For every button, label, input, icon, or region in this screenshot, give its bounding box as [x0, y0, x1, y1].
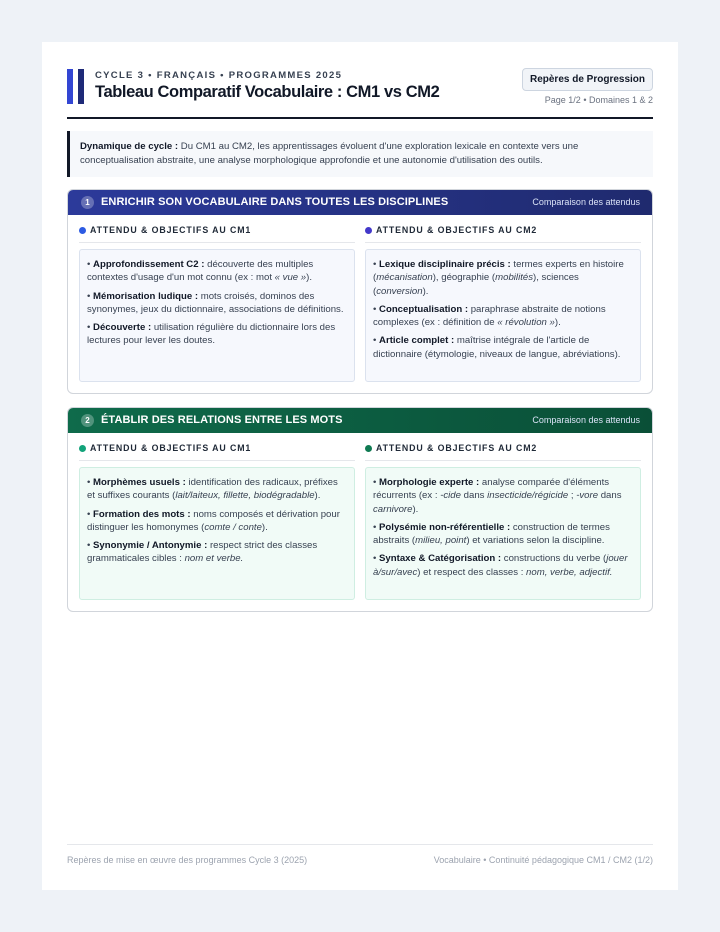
item-example: nom et verbe. — [184, 553, 244, 565]
section-enrichir — [67, 189, 653, 394]
item-example: mécanisation — [376, 272, 433, 284]
item-label: Mémorisation ludique : — [93, 290, 199, 302]
item-text: analyse comparée d'éléments récurrents (ex : — [373, 477, 610, 502]
item-text: respect strict des classes grammaticales cibles : — [87, 540, 318, 565]
section-title: ENRICHIR SON VOCABULAIRE DANS TOUTES LES DISCIPLINES — [101, 196, 449, 208]
item-example: insecticide/régicide — [487, 490, 569, 502]
intro-label: Dynamique de cycle : — [80, 141, 179, 152]
item-text: noms composés et dérivation pour distinguer les homonymes ( — [87, 508, 340, 533]
page-footer — [67, 844, 653, 874]
list-item: • Syntaxe & Catégorisation : constructions du verbe (jouer à/sur/avec) et respect des classes : nom, verbe, adjectif. — [373, 553, 628, 578]
item-label: Découverte : — [93, 322, 152, 334]
column-label: ATTENDU & OBJECTIFS AU CM1 — [90, 443, 252, 453]
column-label: ATTENDU & OBJECTIFS AU CM2 — [376, 443, 538, 453]
intro-text: Du CM1 au CM2, les apprentissages évoluent d'une exploration lexicale en contexte vers une conceptualisation abstraite, une analyse morphologique approfondie et une autonomie d'utilisation des outils. — [80, 141, 579, 166]
list-item: • Mémorisation ludique : mots croisés, dominos des synonymes, jeux du dictionnaire, associations de définitions. — [87, 290, 344, 315]
column-label: ATTENDU & OBJECTIFS AU CM2 — [376, 225, 538, 235]
column-cm1 — [79, 220, 355, 382]
column-cm2 — [365, 438, 641, 600]
item-example: milieu, point — [415, 535, 467, 547]
list-item: • Morphologie experte : analyse comparée d'éléments récurrents (ex : -cide dans insecticide/régicide ; -vore dans carnivore). — [373, 477, 622, 515]
item-text: construction de termes abstraits ( — [373, 521, 610, 547]
item-label: Formation des mots : — [93, 508, 191, 520]
item-example: -cide — [440, 490, 461, 502]
item-label: Syntaxe & Catégorisation : — [379, 553, 502, 565]
item-example: nom, verbe, adjectif. — [526, 566, 613, 578]
page-info: Page 1/2 • Domaines 1 & 2 — [544, 95, 653, 105]
item-example: comte / conte — [204, 521, 262, 533]
page-header — [67, 68, 653, 119]
item-text: identification des radicaux, préfixes et suffixes courants ( — [87, 477, 338, 502]
objectives-box — [79, 467, 355, 600]
item-text: ). — [306, 272, 313, 284]
column-cm2 — [365, 220, 641, 382]
item-text: ). — [554, 317, 561, 329]
column-label: ATTENDU & OBJECTIFS AU CM1 — [90, 225, 252, 235]
item-label: Synonymie / Antonymie : — [93, 540, 208, 552]
item-text: découverte des multiples contextes d'usage d'un mot connu (ex : mot — [87, 259, 314, 284]
item-example: mobilités — [495, 272, 533, 284]
item-text: ). — [314, 490, 321, 502]
item-text: maîtrise intégrale de l'article de dictionnaire (étymologie, niveaux de langue, abréviations). — [373, 335, 621, 360]
item-text: ) et respect des classes : — [417, 566, 527, 578]
item-text: ), géographie ( — [432, 272, 496, 284]
item-text: ; — [568, 490, 577, 502]
item-label: Conceptualisation : — [379, 303, 469, 315]
footer-context: Vocabulaire • Continuité pédagogique CM1 / CM2 (1/2) — [433, 855, 653, 865]
list-item: • Synonymie / Antonymie : respect strict des classes grammaticales cibles : nom et verbe. — [87, 540, 318, 565]
item-text: ) et variations selon la discipline. — [466, 535, 605, 547]
bullet-dot-icon — [365, 445, 372, 452]
item-text: dans — [598, 490, 622, 502]
bullet-dot-icon — [79, 445, 86, 452]
item-text: ), sciences ( — [373, 272, 579, 297]
section-comparison-label: Comparaison des attendus — [532, 415, 640, 425]
list-item: • Polysémie non-référentielle : construction de termes abstraits (milieu, point) et variations selon la discipline. — [373, 521, 610, 547]
section-number: 2 — [81, 414, 94, 427]
objectives-box — [365, 467, 641, 600]
item-example: « révolution » — [497, 317, 555, 329]
item-example: -vore — [576, 490, 599, 502]
column-cm1 — [79, 438, 355, 600]
brand-bars-icon — [67, 69, 85, 104]
list-item: • Lexique disciplinaire précis : termes experts en histoire (mécanisation), géographie (mobilités), sciences (conversion). — [373, 259, 624, 297]
item-label: Morphèmes usuels : — [93, 477, 186, 488]
item-text: ). — [412, 503, 419, 515]
item-label: Lexique disciplinaire précis : — [379, 259, 511, 270]
section-relations — [67, 407, 653, 612]
item-text: dans — [460, 490, 488, 502]
list-item: • Article complet : maîtrise intégrale de l'article de dictionnaire (étymologie, niveaux de langue, abréviations). — [373, 335, 621, 360]
column-header — [79, 220, 355, 243]
item-text: paraphrase abstraite de notions complexes (ex : définition de — [373, 303, 606, 329]
item-label: Article complet : — [379, 335, 455, 347]
objectives-box — [365, 249, 641, 382]
column-header — [365, 438, 641, 461]
header-kicker: CYCLE 3 • FRANÇAIS • PROGRAMMES 2025 — [95, 70, 343, 81]
item-text: utilisation régulière du dictionnaire lors des lectures pour lever les doutes. — [87, 322, 336, 347]
document-page — [42, 42, 678, 890]
list-item: • Approfondissement C2 : découverte des multiples contextes d'usage d'un mot connu (ex : mot « vue »). — [87, 259, 314, 284]
item-example: jouer à/sur/avec — [373, 553, 628, 578]
list-item: • Formation des mots : noms composés et dérivation pour distinguer les homonymes (comte / conte). — [87, 508, 340, 533]
section-number: 1 — [81, 196, 94, 209]
item-example: conversion — [376, 285, 423, 297]
footer-source: Repères de mise en œuvre des programmes Cycle 3 (2025) — [67, 855, 308, 865]
item-label: Polysémie non-référentielle : — [379, 521, 511, 533]
item-example: « vue » — [274, 272, 307, 284]
item-label: Approfondissement C2 : — [93, 259, 205, 270]
section-title: ÉTABLIR DES RELATIONS ENTRE LES MOTS — [101, 414, 343, 426]
bullet-dot-icon — [79, 227, 86, 234]
bullet-dot-icon — [365, 227, 372, 234]
item-example: carnivore — [373, 503, 413, 515]
item-text: ). — [261, 521, 268, 533]
column-header — [365, 220, 641, 243]
item-text: mots croisés, dominos des synonymes, jeux du dictionnaire, associations de définitions. — [87, 290, 344, 315]
list-item: • Découverte : utilisation régulière du dictionnaire lors des lectures pour lever les doutes. — [87, 322, 336, 347]
item-label: Morphologie experte : — [379, 477, 480, 488]
page-title: Tableau Comparatif Vocabulaire : CM1 vs CM2 — [95, 83, 440, 101]
section-header — [68, 408, 652, 433]
section-comparison-label: Comparaison des attendus — [532, 197, 640, 207]
list-item: • Conceptualisation : paraphrase abstraite de notions complexes (ex : définition de « révolution »). — [373, 303, 606, 329]
item-text: termes experts en histoire ( — [373, 259, 624, 284]
item-text: ). — [422, 285, 429, 297]
item-example: lait/laiteux, fillette, biodégradable — [175, 490, 315, 502]
objectives-box — [79, 249, 355, 382]
item-text: constructions du verbe ( — [501, 553, 607, 565]
progression-badge: Repères de Progression — [522, 68, 653, 91]
column-header — [79, 438, 355, 461]
list-item: • Morphèmes usuels : identification des radicaux, préfixes et suffixes courants (lait/laiteux, fillette, biodégradable). — [87, 477, 338, 502]
section-header — [68, 190, 652, 215]
intro-callout — [67, 131, 653, 177]
